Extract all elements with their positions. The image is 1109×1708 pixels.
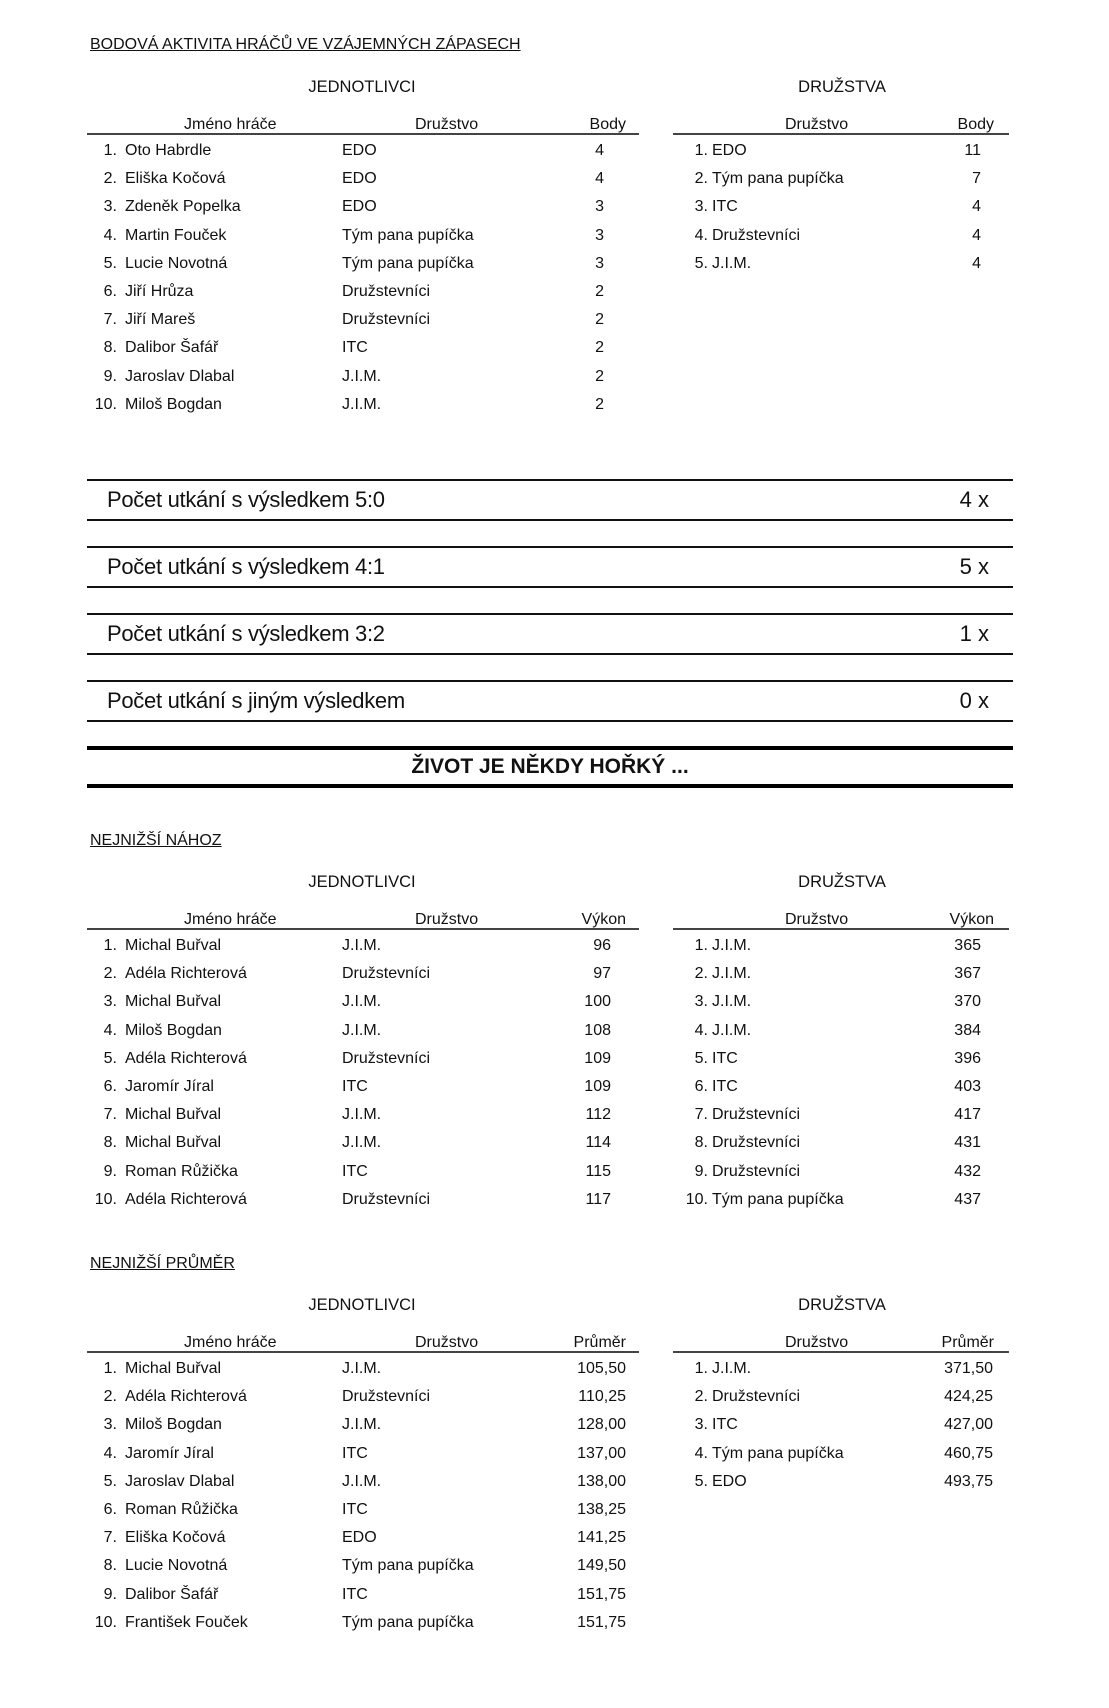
rank-cell: 5.: [694, 1049, 708, 1067]
table-row: [0, 1529, 700, 1557]
result-label: Počet utkání s výsledkem 3:2: [107, 621, 385, 646]
team-cell: EDO: [342, 142, 377, 159]
column-header-team: Družstvo: [785, 116, 849, 133]
banner: ŽIVOT JE NĚKDY HOŘKÝ ...: [87, 746, 1013, 788]
rank-cell: 2.: [694, 170, 708, 188]
rank-cell: 10.: [94, 1190, 117, 1208]
team-cell: Družstevníci: [342, 1049, 431, 1067]
player-name-cell: Michal Buřval: [125, 1134, 222, 1152]
value-cell: 427,00: [944, 1416, 993, 1434]
result-label: Počet utkání s výsledkem 5:0: [107, 487, 385, 512]
team-cell: ITC: [712, 1416, 738, 1434]
value-cell: 149,50: [577, 1557, 626, 1575]
rank-cell: 10.: [685, 1190, 708, 1208]
team-cell: Družstevníci: [712, 1106, 801, 1124]
table-row: [0, 1078, 1109, 1106]
value-cell: 117: [585, 1190, 611, 1208]
team-cell: ITC: [342, 1444, 368, 1462]
group-title-individuals: JEDNOTLIVCI: [308, 1296, 416, 1314]
team-cell: ITC: [342, 1585, 368, 1603]
rank-cell: 5.: [694, 1472, 708, 1490]
player-name-cell: Jiří Mareš: [125, 311, 196, 329]
table-row: [0, 311, 700, 339]
table-row: [0, 1501, 700, 1529]
value-cell: 151,75: [577, 1613, 626, 1631]
table-row: [0, 965, 1109, 993]
player-name-cell: Jiří Hrůza: [125, 283, 194, 300]
value-cell: 141,25: [577, 1529, 626, 1547]
value-cell: 2: [595, 311, 604, 329]
team-cell: J.I.M.: [712, 1360, 752, 1377]
column-header-value: Body: [957, 116, 994, 133]
table-row: [0, 993, 1109, 1021]
column-header-value: Body: [589, 116, 626, 133]
value-cell: 2: [595, 395, 604, 413]
player-name-cell: Roman Růžička: [125, 1162, 238, 1180]
table-row: [0, 1586, 700, 1614]
player-name-cell: Adéla Richterová: [125, 1388, 247, 1406]
team-cell: Tým pana pupíčka: [342, 226, 474, 244]
column-header-team: Družstvo: [415, 116, 479, 133]
rank-cell: 1.: [103, 142, 117, 159]
rank-cell: 2.: [694, 965, 708, 983]
table-row: [0, 170, 1109, 198]
group-title-teams: DRUŽSTVA: [798, 1296, 886, 1314]
section-title-points: BODOVÁ AKTIVITA HRÁČŮ VE VZÁJEMNÝCH ZÁPASECH: [90, 36, 521, 53]
column-header-value: Výkon: [581, 911, 626, 928]
player-name-cell: Lucie Novotná: [125, 254, 228, 272]
team-cell: Družstevníci: [712, 1134, 801, 1152]
column-header-team: Družstvo: [785, 911, 849, 928]
result-count: 5 x: [959, 554, 989, 579]
team-cell: Družstevníci: [712, 226, 801, 244]
column-header-team: Družstvo: [415, 1334, 479, 1351]
header-divider: [673, 928, 1009, 930]
rank-cell: 9.: [103, 1162, 117, 1180]
rank-cell: 7.: [103, 1106, 117, 1124]
result-count: 4 x: [959, 487, 989, 512]
table-row: [0, 1106, 1109, 1134]
rank-cell: 1.: [694, 937, 708, 954]
rank-cell: 8.: [694, 1134, 708, 1152]
team-cell: Družstevníci: [342, 283, 431, 300]
team-cell: ITC: [342, 1078, 368, 1095]
rank-cell: 8.: [103, 339, 117, 357]
table-row: [0, 1416, 1109, 1444]
group-title-teams: DRUŽSTVA: [798, 78, 886, 96]
team-cell: EDO: [342, 1529, 377, 1547]
rank-cell: 6.: [694, 1078, 708, 1095]
value-cell: 4: [972, 198, 981, 216]
value-cell: 96: [593, 937, 611, 954]
table-row: [0, 255, 1109, 283]
team-cell: J.I.M.: [342, 1472, 382, 1490]
team-cell: J.I.M.: [342, 1360, 382, 1377]
player-name-cell: Roman Růžička: [125, 1501, 238, 1518]
value-cell: 138,00: [577, 1472, 626, 1490]
player-name-cell: Adéla Richterová: [125, 1190, 247, 1208]
value-cell: 367: [954, 965, 981, 983]
value-cell: 3: [595, 254, 604, 272]
team-cell: ITC: [712, 1078, 738, 1095]
team-cell: Družstevníci: [712, 1388, 801, 1406]
rank-cell: 3.: [103, 198, 117, 216]
rank-cell: 1.: [103, 937, 117, 954]
rank-cell: 6.: [103, 1078, 117, 1095]
result-count: 1 x: [959, 621, 989, 646]
rank-cell: 3.: [694, 993, 708, 1011]
value-cell: 110,25: [578, 1388, 626, 1406]
value-cell: 493,75: [944, 1472, 993, 1490]
team-cell: J.I.M.: [342, 1021, 382, 1039]
rank-cell: 9.: [694, 1162, 708, 1180]
table-row: [0, 1163, 1109, 1191]
rank-cell: 2.: [103, 170, 117, 188]
player-name-cell: Jaromír Jíral: [125, 1444, 214, 1462]
player-name-cell: Martin Fouček: [125, 226, 227, 244]
value-cell: 138,25: [577, 1501, 626, 1518]
table-row: [0, 283, 700, 311]
player-name-cell: Michal Buřval: [125, 1360, 222, 1377]
player-name-cell: Oto Habrdle: [125, 142, 212, 159]
rank-cell: 5.: [103, 254, 117, 272]
team-cell: Tým pana pupíčka: [712, 1444, 844, 1462]
value-cell: 2: [595, 283, 604, 300]
value-cell: 2: [595, 339, 604, 357]
player-name-cell: Jaroslav Dlabal: [125, 367, 235, 385]
table-row: [0, 396, 700, 424]
value-cell: 384: [954, 1021, 981, 1039]
value-cell: 424,25: [944, 1388, 993, 1406]
team-cell: J.I.M.: [342, 1416, 382, 1434]
team-cell: ITC: [342, 1501, 368, 1518]
header-divider: [87, 1351, 639, 1353]
value-cell: 105,50: [577, 1360, 626, 1377]
rank-cell: 5.: [694, 254, 708, 272]
table-row: [0, 1360, 1109, 1388]
value-cell: 432: [954, 1162, 981, 1180]
group-title-teams: DRUŽSTVA: [798, 873, 886, 891]
rank-cell: 3.: [103, 1416, 117, 1434]
column-header-team: Družstvo: [415, 911, 479, 928]
player-name-cell: František Fouček: [125, 1613, 248, 1631]
team-cell: Tým pana pupíčka: [342, 1557, 474, 1575]
value-cell: 4: [595, 170, 604, 188]
table-row: [0, 1050, 1109, 1078]
team-cell: Družstevníci: [712, 1162, 801, 1180]
value-cell: 137,00: [577, 1444, 626, 1462]
group-title-individuals: JEDNOTLIVCI: [308, 78, 416, 96]
column-header-team: Družstvo: [785, 1334, 849, 1351]
result-box-5-0: [87, 479, 1013, 521]
value-cell: 128,00: [577, 1416, 626, 1434]
rank-cell: 4.: [694, 226, 708, 244]
rank-cell: 2.: [103, 1388, 117, 1406]
value-cell: 100: [584, 993, 611, 1011]
value-cell: 417: [954, 1106, 981, 1124]
value-cell: 460,75: [944, 1444, 993, 1462]
value-cell: 4: [972, 226, 981, 244]
table-row: [0, 1473, 1109, 1501]
column-header-name: Jméno hráče: [184, 911, 277, 928]
table-row: [0, 1445, 1109, 1473]
rank-cell: 4.: [103, 1021, 117, 1039]
result-box-other: [87, 680, 1013, 722]
team-cell: EDO: [712, 1472, 747, 1490]
team-cell: J.I.M.: [342, 937, 382, 954]
rank-cell: 10.: [94, 395, 117, 413]
column-header-value: Průměr: [573, 1334, 626, 1351]
player-name-cell: Eliška Kočová: [125, 1529, 226, 1547]
rank-cell: 4.: [103, 226, 117, 244]
value-cell: 114: [585, 1134, 611, 1152]
table-row: [0, 1191, 1109, 1219]
section-title-lowest-throw: NEJNIŽŠÍ NÁHOZ: [90, 832, 222, 849]
rank-cell: 7.: [103, 1529, 117, 1547]
header-divider: [87, 928, 639, 930]
team-cell: ITC: [342, 1162, 368, 1180]
team-cell: J.I.M.: [342, 367, 382, 385]
value-cell: 7: [972, 170, 981, 188]
team-cell: Družstevníci: [342, 965, 431, 983]
value-cell: 3: [595, 226, 604, 244]
team-cell: J.I.M.: [712, 937, 752, 954]
value-cell: 3: [595, 198, 604, 216]
player-name-cell: Dalibor Šafář: [125, 1585, 219, 1603]
table-row: [0, 368, 700, 396]
team-cell: ITC: [712, 1049, 738, 1067]
table-row: [0, 1557, 700, 1585]
header-divider: [87, 133, 639, 135]
team-cell: J.I.M.: [712, 965, 752, 983]
team-cell: Družstevníci: [342, 311, 431, 329]
table-row: [0, 1022, 1109, 1050]
table-row: [0, 1388, 1109, 1416]
rank-cell: 1.: [694, 1360, 708, 1377]
value-cell: 403: [954, 1078, 981, 1095]
rank-cell: 3.: [694, 1416, 708, 1434]
result-box-3-2: [87, 613, 1013, 655]
team-cell: EDO: [342, 170, 377, 188]
team-cell: Tým pana pupíčka: [712, 170, 844, 188]
table-row: [0, 227, 1109, 255]
team-cell: EDO: [712, 142, 747, 159]
header-divider: [673, 133, 1009, 135]
value-cell: 11: [964, 142, 981, 159]
team-cell: Tým pana pupíčka: [712, 1190, 844, 1208]
value-cell: 396: [954, 1049, 981, 1067]
result-label: Počet utkání s výsledkem 4:1: [107, 554, 385, 579]
column-header-name: Jméno hráče: [184, 116, 277, 133]
value-cell: 108: [584, 1021, 611, 1039]
rank-cell: 2.: [694, 1388, 708, 1406]
team-cell: J.I.M.: [342, 395, 382, 413]
rank-cell: 8.: [103, 1134, 117, 1152]
header-divider: [673, 1351, 1009, 1353]
rank-cell: 8.: [103, 1557, 117, 1575]
rank-cell: 5.: [103, 1049, 117, 1067]
team-cell: J.I.M.: [342, 1106, 382, 1124]
player-name-cell: Miloš Bogdan: [125, 395, 222, 413]
value-cell: 151,75: [577, 1585, 626, 1603]
rank-cell: 6.: [103, 1501, 117, 1518]
team-cell: EDO: [342, 198, 377, 216]
value-cell: 371,50: [944, 1360, 993, 1377]
rank-cell: 7.: [103, 311, 117, 329]
table-row: [0, 937, 1109, 965]
table-row: [0, 1614, 700, 1642]
column-header-value: Průměr: [941, 1334, 994, 1351]
player-name-cell: Michal Buřval: [125, 937, 222, 954]
value-cell: 112: [585, 1106, 611, 1124]
player-name-cell: Miloš Bogdan: [125, 1021, 222, 1039]
column-header-name: Jméno hráče: [184, 1334, 277, 1351]
value-cell: 431: [954, 1134, 981, 1152]
result-label: Počet utkání s jiným výsledkem: [107, 688, 405, 713]
value-cell: 370: [954, 993, 981, 1011]
rank-cell: 4.: [694, 1444, 708, 1462]
team-cell: J.I.M.: [342, 993, 382, 1011]
rank-cell: 4.: [694, 1021, 708, 1039]
column-header-value: Výkon: [949, 911, 994, 928]
player-name-cell: Michal Buřval: [125, 993, 222, 1011]
value-cell: 365: [954, 937, 981, 954]
player-name-cell: Michal Buřval: [125, 1106, 222, 1124]
rank-cell: 5.: [103, 1472, 117, 1490]
value-cell: 109: [584, 1078, 611, 1095]
value-cell: 437: [954, 1190, 981, 1208]
player-name-cell: Adéla Richterová: [125, 965, 247, 983]
value-cell: 4: [972, 254, 981, 272]
player-name-cell: Eliška Kočová: [125, 170, 226, 188]
player-name-cell: Jaroslav Dlabal: [125, 1472, 235, 1490]
table-row: [0, 1134, 1109, 1162]
rank-cell: 4.: [103, 1444, 117, 1462]
group-title-individuals: JEDNOTLIVCI: [308, 873, 416, 891]
section-title-lowest-average: NEJNIŽŠÍ PRŮMĚR: [90, 1255, 235, 1272]
table-row: [0, 339, 700, 367]
rank-cell: 9.: [103, 367, 117, 385]
value-cell: 115: [585, 1162, 611, 1180]
team-cell: J.I.M.: [712, 254, 752, 272]
value-cell: 4: [595, 142, 604, 159]
team-cell: ITC: [712, 198, 738, 216]
player-name-cell: Lucie Novotná: [125, 1557, 228, 1575]
value-cell: 2: [595, 367, 604, 385]
rank-cell: 3.: [694, 198, 708, 216]
result-box-4-1: [87, 546, 1013, 588]
team-cell: J.I.M.: [342, 1134, 382, 1152]
value-cell: 109: [584, 1049, 611, 1067]
team-cell: Družstevníci: [342, 1190, 431, 1208]
rank-cell: 1.: [694, 142, 708, 159]
player-name-cell: Adéla Richterová: [125, 1049, 247, 1067]
player-name-cell: Miloš Bogdan: [125, 1416, 222, 1434]
rank-cell: 9.: [103, 1585, 117, 1603]
player-name-cell: Jaromír Jíral: [125, 1078, 214, 1095]
rank-cell: 7.: [694, 1106, 708, 1124]
player-name-cell: Zdeněk Popelka: [125, 198, 241, 216]
rank-cell: 10.: [94, 1613, 117, 1631]
team-cell: Družstevníci: [342, 1388, 431, 1406]
team-cell: Tým pana pupíčka: [342, 1613, 474, 1631]
team-cell: ITC: [342, 339, 368, 357]
value-cell: 97: [593, 965, 611, 983]
table-row: [0, 198, 1109, 226]
team-cell: Tým pana pupíčka: [342, 254, 474, 272]
rank-cell: 1.: [103, 1360, 117, 1377]
rank-cell: 2.: [103, 965, 117, 983]
team-cell: J.I.M.: [712, 993, 752, 1011]
player-name-cell: Dalibor Šafář: [125, 339, 219, 357]
rank-cell: 6.: [103, 283, 117, 300]
team-cell: J.I.M.: [712, 1021, 752, 1039]
result-count: 0 x: [959, 688, 989, 713]
table-row: [0, 142, 1109, 170]
rank-cell: 3.: [103, 993, 117, 1011]
